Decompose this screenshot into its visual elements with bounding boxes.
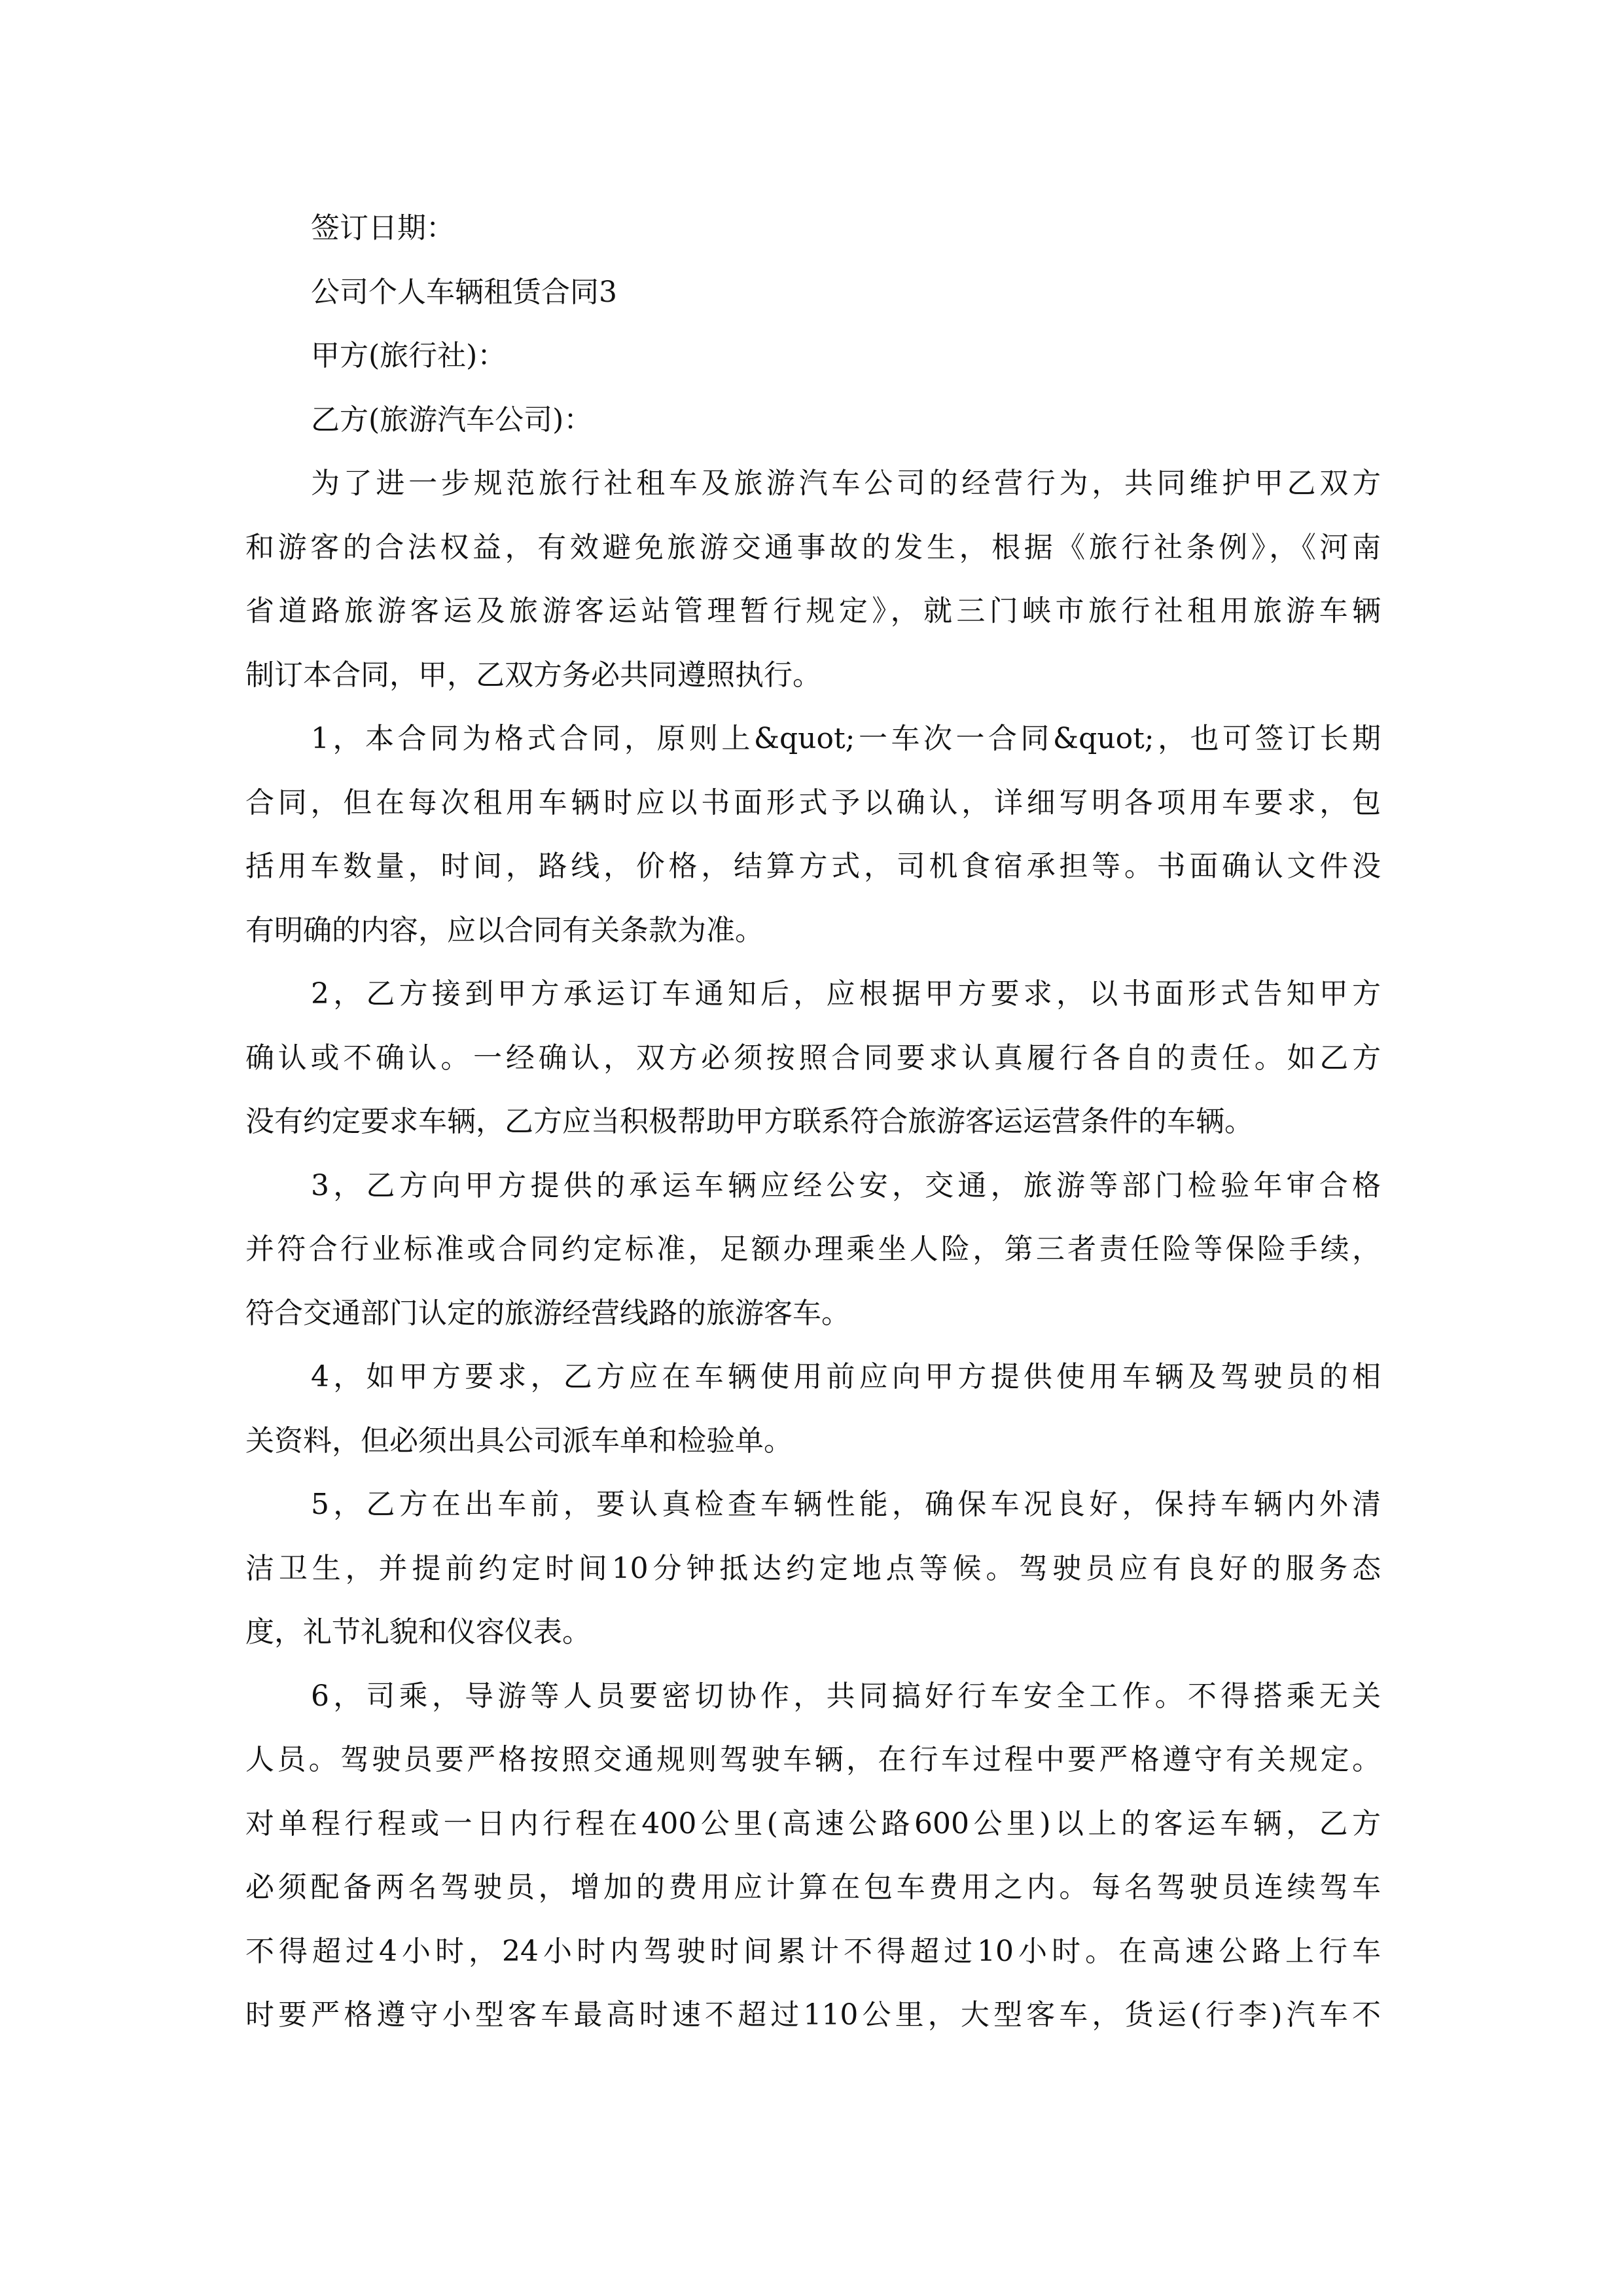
contract-title: 公司个人车辆租赁合同3 (311, 275, 617, 309)
clause-3-paragraph (245, 1154, 1381, 1346)
paragraph-line: 括用车数量，时间，路线，价格，结算方式，司机食宿承担等。书面确认文件没 (245, 850, 1381, 883)
paragraph-line: 省道路旅游客运及旅游客运站管理暂行规定》，就三门峡市旅行社租用旅游车辆 (245, 594, 1381, 628)
paragraph-line: 1，本合同为格式合同，原则上&quot;一车次一合同&quot;，也可签订长期 (311, 722, 1381, 755)
clause-5-paragraph (245, 1473, 1381, 1664)
party-b-label: 乙方(旅游汽车公司)： (311, 403, 593, 437)
paragraph-line: 人员。驾驶员要严格按照交通规则驾驶车辆，在行车过程中要严格遵守有关规定。 (245, 1743, 1381, 1776)
paragraph-line: 有明确的内容，应以合同有关条款为准。 (245, 913, 764, 947)
clause-4-paragraph (245, 1345, 1381, 1473)
paragraph-line: 不得超过4小时，24小时内驾驶时间累计不得超过10小时。在高速公路上行车 (245, 1934, 1381, 1968)
clause-1-paragraph (245, 707, 1381, 962)
paragraph-line: 对单程行程或一日内行程在400公里(高速公路600公里)以上的客运车辆，乙方 (245, 1806, 1381, 1840)
paragraph-line: 6，司乘，导游等人员要密切协作，共同搞好行车安全工作。不得搭乘无关 (311, 1679, 1381, 1713)
signing-date-label: 签订日期： (311, 211, 455, 245)
paragraph-line: 3，乙方向甲方提供的承运车辆应经公安，交通，旅游等部门检验年审合格 (311, 1168, 1381, 1202)
paragraph-line: 5，乙方在出车前，要认真检查车辆性能，确保车况良好，保持车辆内外清 (311, 1488, 1381, 1521)
paragraph-line: 4，如甲方要求，乙方应在车辆使用前应向甲方提供使用车辆及驾驶员的相 (311, 1360, 1381, 1393)
preamble-paragraph (245, 452, 1381, 707)
paragraph-line: 没有约定要求车辆，乙方应当积极帮助甲方联系符合旅游客运运营条件的车辆。 (245, 1105, 1253, 1138)
paragraph-line: 并符合行业标准或合同约定标准，足额办理乘坐人险，第三者责任险等保险手续， (245, 1232, 1381, 1266)
paragraph-line: 符合交通部门认定的旅游经营线路的旅游客车。 (245, 1296, 850, 1330)
paragraph-line: 2，乙方接到甲方承运订车通知后，应根据甲方要求，以书面形式告知甲方 (311, 977, 1381, 1011)
paragraph-line: 合同，但在每次租用车辆时应以书面形式予以确认，详细写明各项用车要求，包 (245, 785, 1381, 819)
paragraph-line: 确认或不确认。一经确认，双方必须按照合同要求认真履行各自的责任。如乙方 (245, 1041, 1381, 1075)
paragraph-line: 洁卫生，并提前约定时间10分钟抵达约定地点等候。驾驶员应有良好的服务态 (245, 1551, 1381, 1585)
paragraph-line: 度，礼节礼貌和仪容仪表。 (245, 1615, 591, 1649)
paragraph-line: 关资料，但必须出具公司派车单和检验单。 (245, 1424, 793, 1458)
paragraph-line: 制订本合同，甲，乙双方务必共同遵照执行。 (245, 658, 821, 692)
clause-2-paragraph (245, 962, 1381, 1154)
paragraph-line: 为了进一步规范旅行社租车及旅游汽车公司的经营行为，共同维护甲乙双方 (311, 467, 1381, 500)
party-a-label: 甲方(旅行社)： (311, 339, 507, 372)
clause-6-paragraph (245, 1664, 1381, 2047)
document-body (245, 196, 1381, 2047)
paragraph-line: 和游客的合法权益，有效避免旅游交通事故的发生，根据《旅行社条例》，《河南 (245, 530, 1381, 564)
paragraph-line: 时要严格遵守小型客车最高时速不超过110公里，大型客车，货运(行李)汽车不 (245, 1998, 1381, 2032)
paragraph-line: 必须配备两名驾驶员，增加的费用应计算在包车费用之内。每名驾驶员连续驾车 (245, 1871, 1381, 1904)
